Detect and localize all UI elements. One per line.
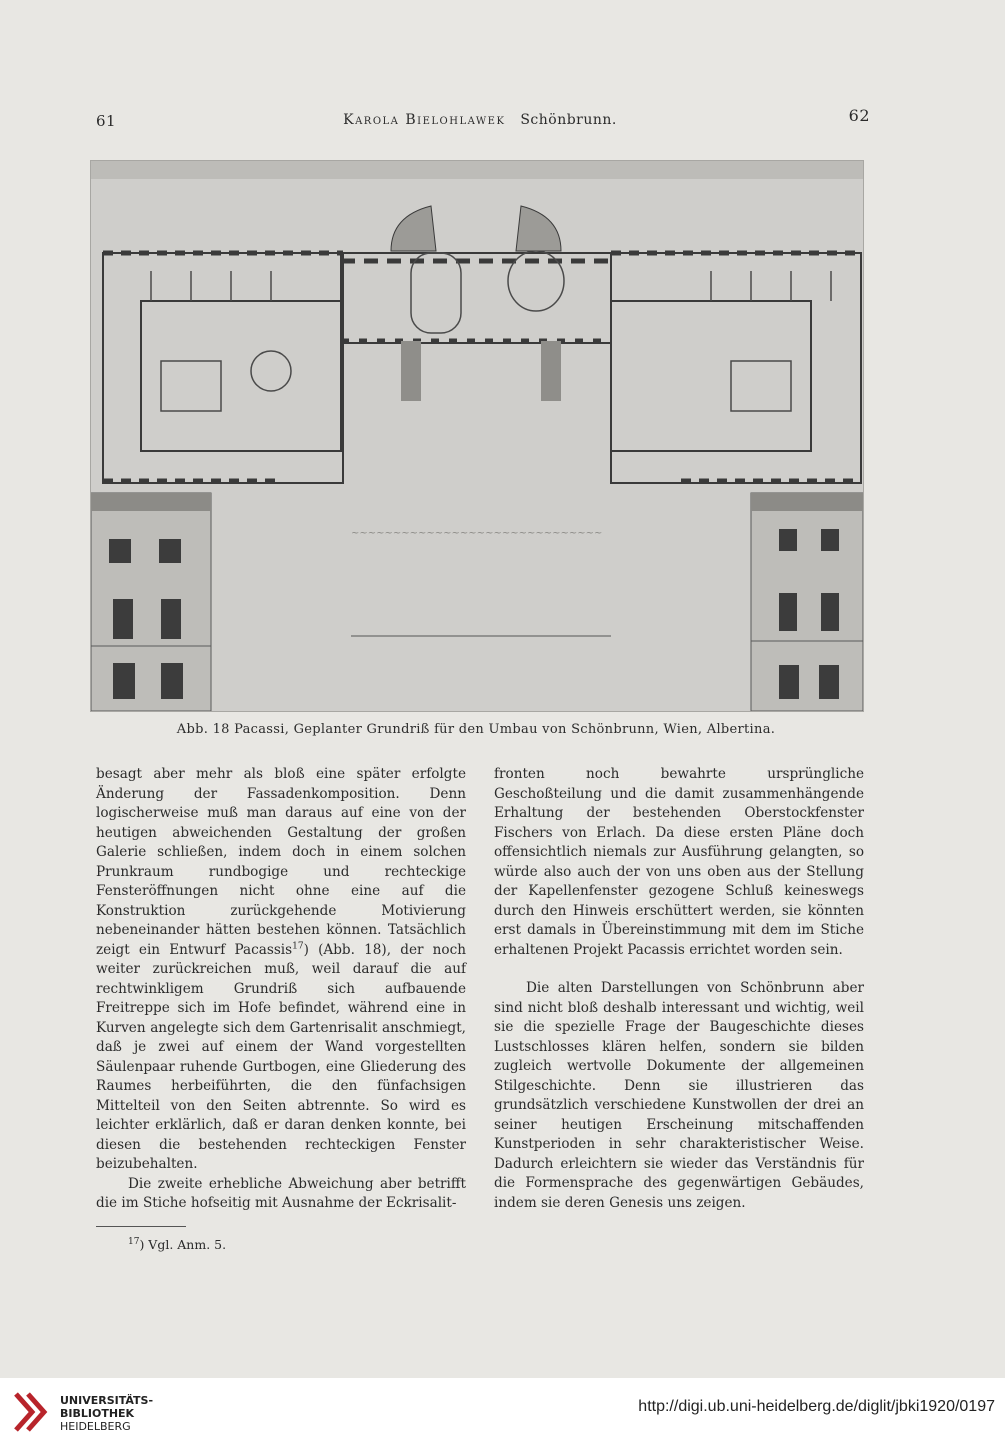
library-name-line: BIBLIOTHEK [60,1407,135,1420]
paragraph-text-cont: ) (Abb. 18), der noch weiter zurückreichen muß, weil darauf die auf rechtwinkligem Grundriß sich aufbauende Freitreppe sich im Hofe befindet, während eine in Kurven angelegte sich dem Gartenrisalit anschmiegt, daß je zwei auf einem der Wand vorgestellten Säulenpaar ruhende Gurtbogen, eine Gliederung des Raumes herbeiführten, die den fünfachsigen Mittelteil von den Seiten abtrennte. So wird es leichter erklärlich, daß er daran denken konnte, bei diesen die bestehenden rechteckigen Fenster beizubehalten. [96,941,466,1172]
paragraph: Die alten Darstellungen von Schönbrunn aber sind nicht bloß deshalb interessant und wichtig, weil sie die spezielle Frage der Baugeschichte dieses Lustschlosses klären helfen, sondern sie bilden zugleich wertvolle Dokumente der allgemeinen Stilgeschichte. Denn sie illustrieren das grundsätzlich verschiedene Kunstwollen der drei an seiner heutigen Erscheinung mitschaffenden Kunstperioden in sehr charakteristischer Weise. Dadurch erleichtern sie wieder das Verständnis für die Formensprache des gegenwärtigen Gebäudes, indem sie deren Genesis uns zeigen. [494,980,864,1211]
figure-caption: Abb. 18 Pacassi, Geplanter Grundriß für den Umbau von Schönbrunn, Wien, Albertina. [176,722,776,737]
right-column [494,765,864,1213]
paragraph-text: besagt aber mehr als bloß eine später erfolgte Änderung der Fassadenkomposition. Denn logischerweise muß man daraus auf eine von der heutigen abweichenden Gestaltung der großen Galerie schließen, indem doch in einem solchen Prunkraum rundbogige und rechteckige Fensteröffnungen nicht ohne eine auf die Konstruktion zurückgehende Motivierung nebeneinander hätten bestehen können. Tatsächlich zeigt ein Entwurf Pacassis [96,766,466,958]
author-name: Karola Bielohlawek [343,112,506,128]
library-name [60,1394,153,1433]
left-column [96,765,466,1254]
library-name-line: UNIVERSITÄTS- [60,1394,154,1407]
library-name-line: HEIDELBERG [60,1420,131,1433]
library-footer [0,1378,1005,1452]
page-number-right: 62 [848,106,870,125]
book-title: Schönbrunn. [520,112,617,128]
running-head [90,106,870,134]
footnote [96,1235,466,1255]
source-url-link[interactable]: http://digi.ub.uni-heidelberg.de/diglit/jbki1920/0197 [638,1398,995,1415]
paragraph: Die zweite erhebliche Abweichung aber betrifft die im Stiche hofseitig mit Ausnahme der Eckrisalit- [96,1175,466,1211]
footnote-rule [96,1226,186,1227]
svg-text:~~~~~~~~~~~~~~~~~~~~~~~~~~~~~~: ~~~~~~~~~~~~~~~~~~~~~~~~~~~~~~ [351,528,603,539]
library-logo-icon [12,1390,52,1434]
footnote-ref: 17 [292,940,304,951]
paragraph: fronten noch bewahrte ursprüngliche Geschoßteilung und die damit zusammenhängende Erhaltung der bestehenden Oberstockfenster Fischers von Erlach. Da diese ersten Pläne doch offensichtlich niemals zur Ausführung gelangten, so würde also auch der von uns oben aus der Stellung der Kapellenfenster gezogene Schluß keineswegs durch den Hinweis erschüttert werden, sie könnten erst damals in Übereinstimmung mit dem im Stiche erhaltenen Projekt Pacassis errichtet worden sein. [494,766,864,958]
page-number-left: 61 [96,112,117,130]
running-title [90,112,870,128]
floor-plan-drawing [91,161,863,711]
floor-plan-figure [90,160,864,712]
footnote-number: 17 [128,1236,140,1247]
paragraph [96,765,466,1175]
footnote-text: ) Vgl. Anm. 5. [139,1236,227,1252]
